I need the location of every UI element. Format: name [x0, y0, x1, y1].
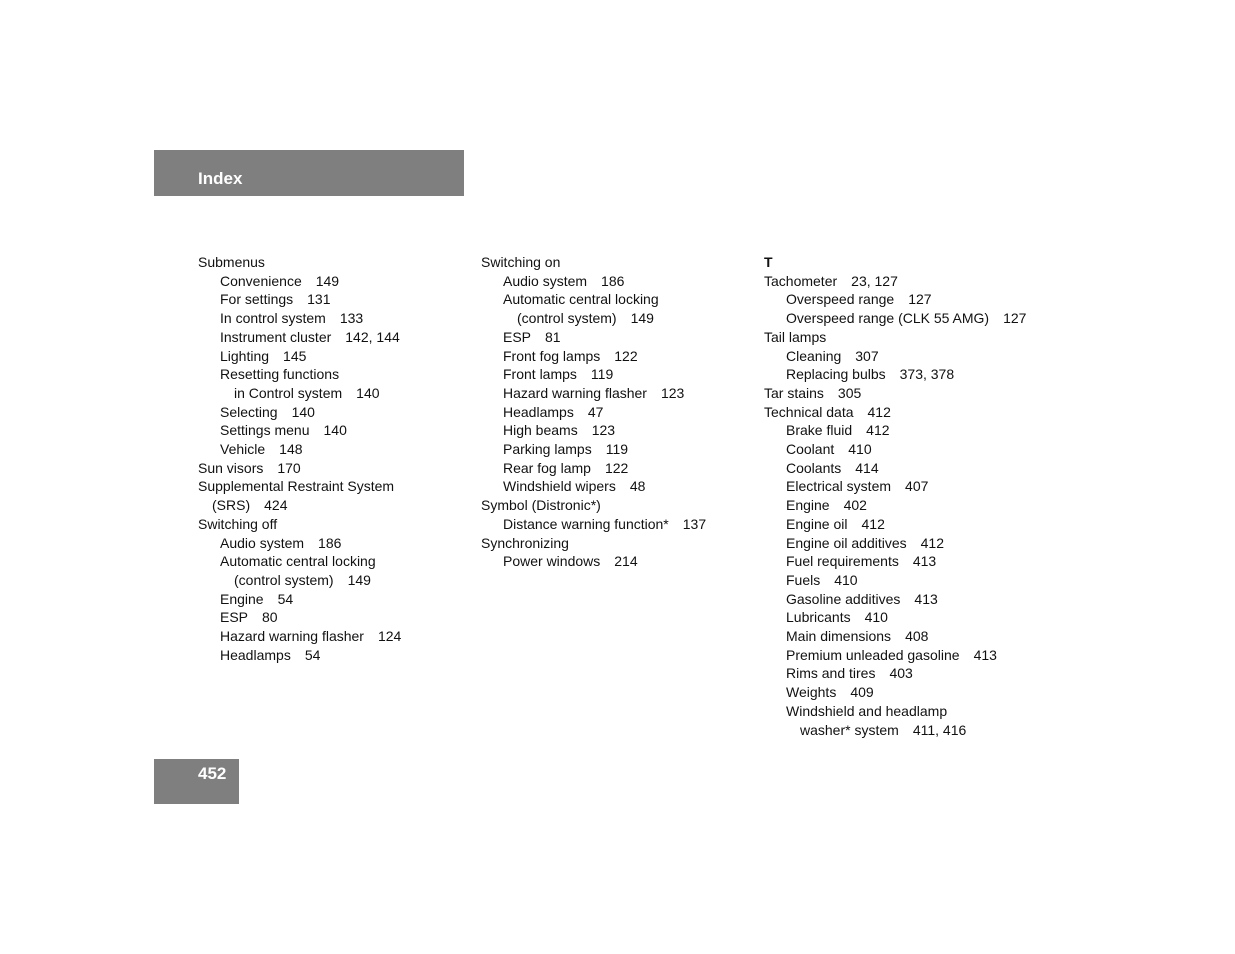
index-term: ESP [503, 328, 532, 345]
index-column-2 [481, 253, 751, 571]
index-page-ref: 407 [905, 478, 929, 495]
index-term: Lighting [220, 347, 270, 364]
index-entry [764, 515, 1034, 534]
index-page-ref: 140 [323, 422, 347, 439]
index-term: (control system) [234, 571, 334, 588]
index-page-ref: 402 [843, 497, 867, 514]
index-page-ref: 54 [304, 646, 321, 663]
index-page-ref: 413 [973, 646, 997, 663]
index-entry [764, 646, 1034, 665]
index-entry [481, 272, 751, 291]
index-term: (SRS) [212, 497, 251, 514]
index-term: Hazard warning flasher [503, 384, 647, 401]
index-entry [198, 571, 468, 590]
index-term: Gasoline additives [786, 590, 901, 607]
index-entry [481, 496, 751, 515]
index-entry [764, 702, 1034, 721]
index-term: Headlamps [503, 403, 574, 420]
index-page-ref: 119 [605, 441, 629, 458]
index-entry [764, 664, 1034, 683]
index-entry [764, 496, 1034, 515]
index-entry [198, 496, 468, 515]
index-term: Engine oil [786, 515, 848, 532]
index-entry [764, 384, 1034, 403]
index-entry [198, 290, 468, 309]
index-term: Brake fluid [786, 422, 853, 439]
index-header-tab [154, 150, 464, 196]
index-entry [198, 272, 468, 291]
index-entry [198, 384, 468, 403]
index-term: Replacing bulbs [786, 366, 886, 383]
index-term: T [764, 254, 773, 270]
index-page-ref: 413 [912, 553, 937, 570]
index-term: Electrical system [786, 478, 892, 495]
index-term: Parking lamps [503, 441, 592, 458]
index-term: Coolants [786, 459, 842, 476]
index-term: High beams [503, 422, 578, 439]
index-term: Tachometer [764, 272, 838, 289]
index-term: Submenus [198, 254, 265, 270]
index-page-ref: 412 [920, 534, 944, 551]
index-entry [198, 534, 468, 553]
index-page-ref: 410 [848, 441, 872, 458]
index-term: Engine [786, 497, 830, 514]
index-term: Switching off [198, 515, 278, 532]
index-entry [764, 290, 1034, 309]
index-page-ref: 148 [279, 441, 303, 458]
index-term: Hazard warning flasher [220, 628, 364, 645]
index-page-ref: 214 [614, 553, 638, 570]
index-page-ref: 54 [277, 590, 294, 607]
index-term: Synchronizing [481, 534, 569, 551]
index-term: Power windows [503, 553, 601, 570]
index-entry [198, 347, 468, 366]
index-entry [764, 421, 1034, 440]
index-term: Rear fog lamp [503, 459, 591, 476]
index-entry [481, 534, 751, 553]
index-term: Engine oil additives [786, 534, 907, 551]
index-term: Settings menu [220, 422, 310, 439]
index-page-ref: 424 [264, 497, 288, 514]
index-term: Automatic central locking [503, 291, 659, 308]
index-entry [481, 459, 751, 478]
index-term: Front lamps [503, 366, 577, 383]
index-entry [481, 253, 751, 272]
index-page-ref: 410 [834, 571, 858, 588]
index-entry [764, 328, 1034, 347]
index-entry [198, 440, 468, 459]
index-page-ref: 409 [850, 684, 874, 701]
index-page-ref: 127 [908, 291, 932, 308]
index-page-ref: 414 [855, 459, 879, 476]
index-page-ref: 145 [283, 347, 307, 364]
index-page-ref: 137 [682, 515, 707, 532]
index-entry [764, 459, 1034, 478]
index-term: In control system [220, 310, 326, 327]
index-entry [198, 477, 468, 496]
index-page-ref: 133 [339, 310, 364, 327]
index-page-ref: 142, 144 [345, 328, 400, 345]
index-term: Coolant [786, 441, 835, 458]
index-term: Automatic central locking [220, 553, 376, 570]
index-term: Engine [220, 590, 264, 607]
index-entry [481, 403, 751, 422]
index-page-ref: 123 [591, 422, 616, 439]
index-entry [764, 552, 1034, 571]
index-term: Resetting functions [220, 366, 340, 383]
index-page-ref: 412 [866, 422, 890, 439]
index-entry [481, 421, 751, 440]
index-entry [481, 440, 751, 459]
index-page-ref: 186 [318, 534, 342, 551]
index-page-ref: 186 [601, 272, 625, 289]
index-page-ref: 127 [1003, 310, 1027, 327]
index-entry [481, 384, 751, 403]
index-term: Cleaning [786, 347, 842, 364]
index-page-ref: 373, 378 [899, 366, 955, 383]
index-page-ref: 122 [604, 459, 629, 476]
index-page-ref: 410 [864, 609, 888, 626]
index-entry [481, 309, 751, 328]
index-term: (control system) [517, 310, 617, 327]
index-entry [198, 515, 468, 534]
index-term: Windshield wipers [503, 478, 616, 495]
index-entry [764, 440, 1034, 459]
index-term: Supplemental Restraint System [198, 478, 395, 495]
index-entry [481, 477, 751, 496]
index-page-ref: 124 [377, 628, 402, 645]
index-term: Lubricants [786, 609, 851, 626]
index-page-ref: 149 [315, 272, 340, 289]
index-page-ref: 413 [914, 590, 938, 607]
index-page-ref: 403 [889, 665, 913, 682]
index-term: Premium unleaded gasoline [786, 646, 960, 663]
index-term: Fuels [786, 571, 821, 588]
index-letter-heading [764, 253, 1034, 272]
index-entry [481, 347, 751, 366]
index-entry [764, 403, 1034, 422]
index-term: Headlamps [220, 646, 291, 663]
index-term: Fuel requirements [786, 553, 899, 570]
index-entry [198, 421, 468, 440]
index-entry [764, 309, 1034, 328]
index-entry [481, 552, 751, 571]
index-page-ref: 170 [277, 459, 301, 476]
index-page-ref: 81 [545, 328, 561, 345]
index-entry [481, 290, 751, 309]
index-page-ref: 23, 127 [851, 272, 898, 289]
index-term: Symbol (Distronic*) [481, 497, 601, 514]
index-term: Front fog lamps [503, 347, 601, 364]
index-page-ref: 305 [837, 384, 862, 401]
index-term: Selecting [220, 403, 278, 420]
index-term: Audio system [503, 272, 588, 289]
index-term: Weights [786, 684, 837, 701]
index-entry [198, 627, 468, 646]
index-term: Rims and tires [786, 665, 876, 682]
index-entry [764, 347, 1034, 366]
index-entry [764, 608, 1034, 627]
index-term: ESP [220, 609, 249, 626]
index-entry [198, 552, 468, 571]
index-term: Main dimensions [786, 628, 892, 645]
index-term: washer* system [800, 721, 899, 738]
index-entry [481, 328, 751, 347]
index-page-ref: 140 [356, 384, 380, 401]
index-page-ref: 408 [905, 628, 929, 645]
page-number-tab [154, 759, 239, 804]
index-page-ref: 140 [291, 403, 315, 420]
index-entry [764, 534, 1034, 553]
index-term: Sun visors [198, 459, 264, 476]
index-page-ref: 47 [587, 403, 604, 420]
page-number: 452 [198, 764, 227, 783]
index-page-ref: 123 [660, 384, 685, 401]
index-page-ref: 131 [307, 291, 331, 308]
index-term: Overspeed range (CLK 55 AMG) [786, 310, 990, 327]
index-entry [764, 571, 1034, 590]
index-term: Windshield and headlamp [786, 702, 948, 719]
index-entry [198, 309, 468, 328]
index-entry [198, 608, 468, 627]
index-entry [764, 590, 1034, 609]
index-entry [764, 683, 1034, 702]
index-page-ref: 149 [630, 310, 654, 327]
index-page-ref: 412 [867, 403, 891, 420]
index-term: Audio system [220, 534, 305, 551]
index-entry [198, 253, 468, 272]
index-entry [764, 365, 1034, 384]
index-entry [764, 477, 1034, 496]
index-term: Overspeed range [786, 291, 895, 308]
page-title: Index [198, 169, 243, 188]
index-entry [198, 646, 468, 665]
index-page-ref: 307 [855, 347, 879, 364]
index-term: Instrument cluster [220, 328, 332, 345]
index-entry [764, 272, 1034, 291]
index-term: Switching on [481, 254, 561, 270]
index-page-ref: 119 [590, 366, 614, 383]
index-term: Vehicle [220, 441, 266, 458]
index-entry [481, 365, 751, 384]
index-page-ref: 122 [614, 347, 638, 364]
index-term: Tar stains [764, 384, 824, 401]
index-page-ref: 80 [262, 609, 278, 626]
index-entry [198, 459, 468, 478]
index-entry [198, 590, 468, 609]
index-term: Tail lamps [764, 328, 827, 345]
index-entry [198, 365, 468, 384]
index-term: Convenience [220, 272, 302, 289]
index-entry [764, 721, 1034, 740]
index-entry [764, 627, 1034, 646]
index-term: Technical data [764, 403, 854, 420]
index-page-ref: 411, 416 [912, 721, 967, 738]
index-term: in Control system [234, 384, 343, 401]
index-entry [198, 403, 468, 422]
index-page-ref: 48 [629, 478, 646, 495]
index-entry [198, 328, 468, 347]
index-column-1 [198, 253, 468, 664]
index-term: Distance warning function* [503, 515, 669, 532]
index-column-3 [764, 253, 1034, 739]
index-entry [481, 515, 751, 534]
index-page-ref: 412 [861, 515, 885, 532]
index-page-ref: 149 [347, 571, 371, 588]
index-term: For settings [220, 291, 294, 308]
